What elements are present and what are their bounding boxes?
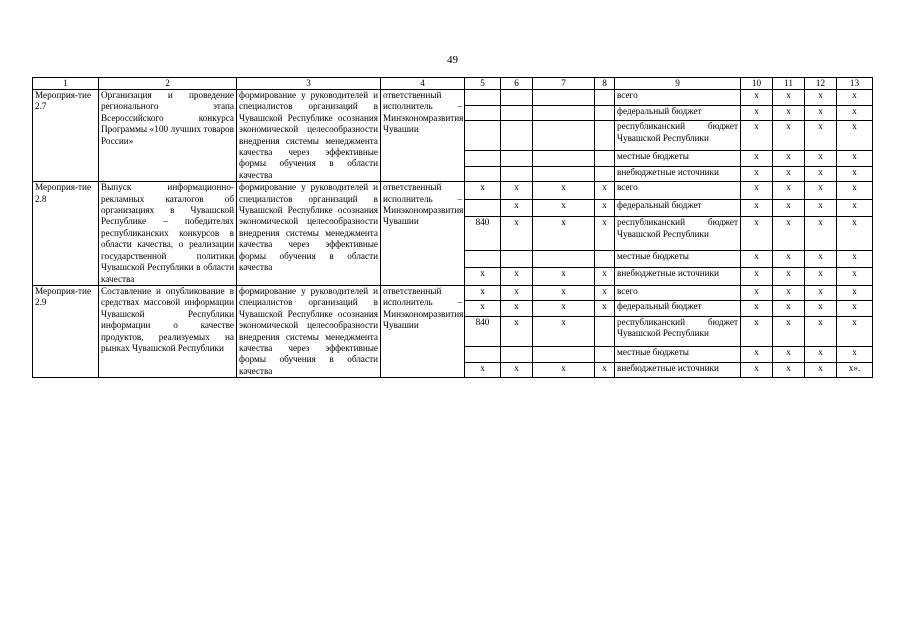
value-cell: [533, 121, 595, 151]
value-cell: x: [595, 301, 615, 317]
value-cell: x: [465, 362, 501, 378]
value-cell: x: [741, 268, 773, 286]
value-cell: [465, 166, 501, 182]
value-cell: x: [773, 301, 805, 317]
value-cell: [595, 90, 615, 106]
value-cell: [595, 317, 615, 347]
activity-code-cell: Мероприя-тие 2.7: [33, 90, 99, 182]
activity-goal-cell: формирование у руководителей и специалистов организаций в Чувашской Республике осознания экономической целесообразности внедрения системы менеджмента качества через эффективные формы обучения в области качества: [237, 182, 381, 286]
funding-source-cell: местные бюджеты: [615, 250, 741, 268]
value-cell: [465, 151, 501, 167]
table-row: [33, 90, 873, 106]
column-header: 10: [741, 78, 773, 90]
value-cell: x: [773, 362, 805, 378]
funding-source-cell: всего: [615, 285, 741, 301]
value-cell: x: [595, 182, 615, 200]
value-cell: x: [741, 301, 773, 317]
column-header: 11: [773, 78, 805, 90]
column-header: 3: [237, 78, 381, 90]
value-cell: x: [773, 105, 805, 121]
value-cell: [465, 121, 501, 151]
value-cell: [595, 166, 615, 182]
value-cell: x: [741, 151, 773, 167]
value-cell: [465, 90, 501, 106]
column-header: 5: [465, 78, 501, 90]
value-cell: x: [741, 317, 773, 347]
value-cell: x: [533, 301, 595, 317]
value-cell: [465, 199, 501, 217]
value-cell: x: [741, 217, 773, 251]
value-cell: x: [805, 121, 837, 151]
funding-source-cell: республиканский бюджет Чувашской Республики: [615, 217, 741, 251]
funding-source-cell: местные бюджеты: [615, 151, 741, 167]
column-header: 13: [837, 78, 873, 90]
value-cell: x: [741, 166, 773, 182]
value-cell: x: [837, 151, 873, 167]
value-cell: x: [741, 250, 773, 268]
value-cell: x: [773, 151, 805, 167]
activity-executor-cell: ответственный исполнитель – Минэкономразвития Чувашии: [381, 285, 465, 377]
value-cell: x: [773, 182, 805, 200]
value-cell: x: [773, 217, 805, 251]
value-cell: x: [533, 268, 595, 286]
value-cell: x: [837, 317, 873, 347]
value-cell: [595, 250, 615, 268]
value-cell: x: [741, 182, 773, 200]
value-cell: x: [773, 166, 805, 182]
activity-name-cell: Организация и проведение регионального этапа Всероссийского конкурса Программы «100 лучших товаров России»: [99, 90, 237, 182]
activity-name-cell: Выпуск информационно-рекламных каталогов об организациях в Чувашской Республике – победителях республиканских конкурсов в области качества, о реализации государственной политики Чувашской Республики в области качества: [99, 182, 237, 286]
column-header: 1: [33, 78, 99, 90]
activity-executor-cell: ответственный исполнитель – Минэкономразвития Чувашии: [381, 90, 465, 182]
column-header: 2: [99, 78, 237, 90]
value-cell: x: [533, 317, 595, 347]
value-cell: x: [501, 317, 533, 347]
value-cell: [501, 105, 533, 121]
value-cell: [533, 151, 595, 167]
value-cell: x: [805, 362, 837, 378]
column-header: 8: [595, 78, 615, 90]
value-cell: x: [837, 346, 873, 362]
value-cell: x: [805, 90, 837, 106]
value-cell: x: [773, 250, 805, 268]
funding-source-cell: всего: [615, 90, 741, 106]
program-activities-table: [32, 77, 873, 378]
value-cell: x: [501, 362, 533, 378]
value-cell: x: [741, 121, 773, 151]
funding-source-cell: всего: [615, 182, 741, 200]
value-cell: x: [533, 362, 595, 378]
value-cell: x: [805, 151, 837, 167]
value-cell: x: [595, 199, 615, 217]
value-cell: x: [533, 285, 595, 301]
value-cell: [501, 151, 533, 167]
value-cell: x: [533, 199, 595, 217]
value-cell: [533, 166, 595, 182]
value-cell: [465, 105, 501, 121]
funding-source-cell: местные бюджеты: [615, 346, 741, 362]
value-cell: [501, 250, 533, 268]
value-cell: x: [805, 105, 837, 121]
value-cell: x: [773, 90, 805, 106]
column-header: 4: [381, 78, 465, 90]
value-cell: x: [595, 362, 615, 378]
value-cell: x: [805, 250, 837, 268]
value-cell: [533, 346, 595, 362]
activity-goal-cell: формирование у руководителей и специалистов организаций в Чувашской Республике осознания экономической целесообразности внедрения системы менеджмента качества через эффективные формы обучения в области качества: [237, 285, 381, 377]
value-cell: x: [837, 105, 873, 121]
value-cell: x: [805, 166, 837, 182]
activity-code-cell: Мероприя-тие 2.9: [33, 285, 99, 377]
value-cell: x: [741, 90, 773, 106]
value-cell: x: [805, 217, 837, 251]
value-cell: x: [741, 285, 773, 301]
value-cell: x: [533, 217, 595, 251]
value-cell: x: [805, 317, 837, 347]
value-cell: x: [501, 268, 533, 286]
activity-executor-cell: ответственный исполнитель – Минэкономразвития Чувашии: [381, 182, 465, 286]
value-cell: x: [501, 285, 533, 301]
value-cell: x: [837, 301, 873, 317]
value-cell: [465, 346, 501, 362]
value-cell: [501, 346, 533, 362]
value-cell: x: [837, 268, 873, 286]
value-cell: x: [805, 268, 837, 286]
activity-name-cell: Составление и опубликование в средствах массовой информации Чувашской Республики информации о качестве продуктов, реализуемых на рынках Чувашской Республики: [99, 285, 237, 377]
activity-goal-cell: формирование у руководителей и специалистов организаций в Чувашской Республике осознания экономической целесообразности внедрения системы менеджмента качества через эффективные формы обучения в области качества: [237, 90, 381, 182]
column-header: 7: [533, 78, 595, 90]
funding-source-cell: федеральный бюджет: [615, 301, 741, 317]
value-cell: 840: [465, 217, 501, 251]
value-cell: x: [837, 182, 873, 200]
value-cell: x: [805, 346, 837, 362]
value-cell: x: [741, 346, 773, 362]
value-cell: x: [773, 121, 805, 151]
value-cell: [533, 250, 595, 268]
value-cell: x: [805, 182, 837, 200]
funding-source-cell: федеральный бюджет: [615, 199, 741, 217]
funding-source-cell: республиканский бюджет Чувашской Республики: [615, 317, 741, 347]
value-cell: x: [773, 199, 805, 217]
value-cell: x: [465, 285, 501, 301]
value-cell: x: [837, 250, 873, 268]
value-cell: x: [805, 285, 837, 301]
value-cell: x: [773, 346, 805, 362]
value-cell: x: [773, 285, 805, 301]
table-row: [33, 182, 873, 200]
funding-source-cell: внебюджетные источники: [615, 362, 741, 378]
value-cell: [501, 90, 533, 106]
value-cell: x».: [837, 362, 873, 378]
funding-source-cell: внебюджетные источники: [615, 268, 741, 286]
value-cell: x: [501, 217, 533, 251]
column-header: 12: [805, 78, 837, 90]
value-cell: [595, 346, 615, 362]
column-header: 9: [615, 78, 741, 90]
column-header: 6: [501, 78, 533, 90]
table-row: [33, 285, 873, 301]
funding-source-cell: внебюджетные источники: [615, 166, 741, 182]
value-cell: [465, 250, 501, 268]
value-cell: x: [465, 301, 501, 317]
value-cell: [533, 90, 595, 106]
value-cell: x: [837, 121, 873, 151]
value-cell: x: [533, 182, 595, 200]
value-cell: [595, 151, 615, 167]
value-cell: x: [595, 268, 615, 286]
value-cell: x: [741, 199, 773, 217]
value-cell: x: [773, 268, 805, 286]
value-cell: x: [501, 182, 533, 200]
value-cell: x: [773, 317, 805, 347]
value-cell: x: [837, 166, 873, 182]
value-cell: x: [837, 285, 873, 301]
value-cell: x: [805, 301, 837, 317]
value-cell: [595, 121, 615, 151]
value-cell: [533, 105, 595, 121]
value-cell: [595, 105, 615, 121]
value-cell: [501, 121, 533, 151]
value-cell: x: [465, 268, 501, 286]
value-cell: x: [837, 217, 873, 251]
value-cell: x: [741, 362, 773, 378]
value-cell: x: [465, 182, 501, 200]
value-cell: x: [501, 199, 533, 217]
page-number: 49: [447, 54, 458, 66]
value-cell: x: [501, 301, 533, 317]
value-cell: x: [741, 105, 773, 121]
funding-source-cell: федеральный бюджет: [615, 105, 741, 121]
value-cell: x: [837, 199, 873, 217]
funding-source-cell: республиканский бюджет Чувашской Республики: [615, 121, 741, 151]
value-cell: x: [595, 217, 615, 251]
value-cell: x: [595, 285, 615, 301]
value-cell: 840: [465, 317, 501, 347]
activity-code-cell: Мероприя-тие 2.8: [33, 182, 99, 286]
value-cell: x: [805, 199, 837, 217]
value-cell: [501, 166, 533, 182]
value-cell: x: [837, 90, 873, 106]
header-row: [33, 78, 873, 90]
